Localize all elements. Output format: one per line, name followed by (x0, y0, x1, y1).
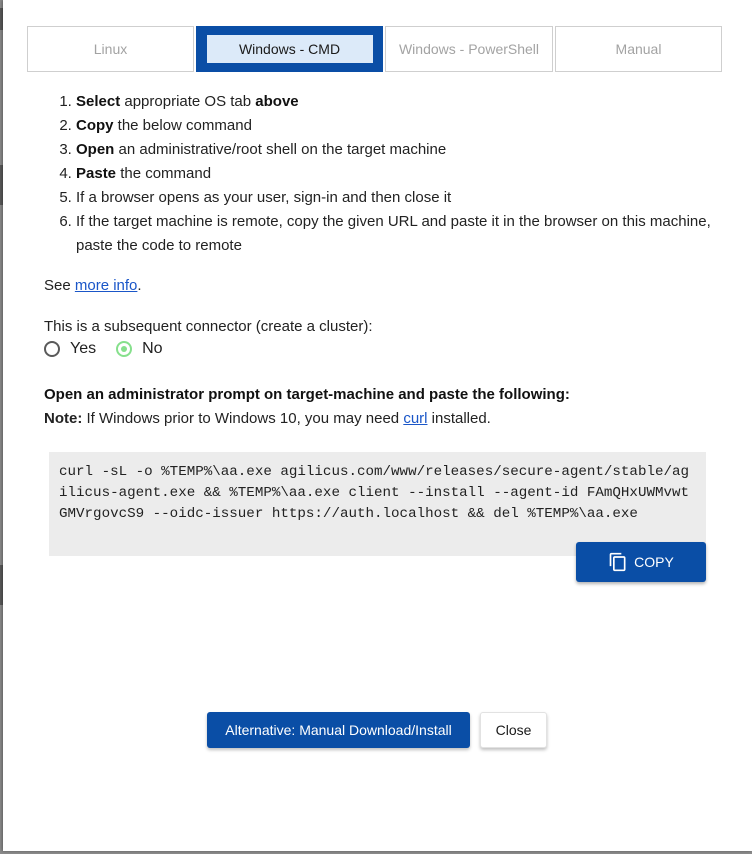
tab-windows-cmd[interactable] (196, 26, 383, 72)
curl-link[interactable]: curl (403, 410, 428, 427)
list-item: 5. If a browser opens as your user, sign-in and then close it (76, 186, 726, 210)
tab-label: Linux (93, 41, 128, 57)
connector-install-dialog (3, 0, 752, 851)
tab-linux[interactable] (27, 26, 194, 72)
install-command[interactable]: curl -sL -o %TEMP%\aa.exe agilicus.com/www/releases/secure-agent/stable/agilicus-agent.exe && %TEMP%\aa.exe client --install --agent-id FAmQHxUWMvwtGMVrgovcS9 --oidc-issuer https://auth.localhost && del %TEMP%\aa.exe (49, 452, 706, 556)
instruction-steps (43, 90, 726, 258)
radio-no-label: No (142, 340, 163, 357)
list-item: 2. Copy the below command (76, 114, 726, 138)
tab-windows-powershell[interactable] (385, 26, 553, 72)
subsequent-connector-question: This is a subsequent connector (create a cluster): (44, 318, 373, 335)
copy-button[interactable] (576, 542, 706, 582)
list-item: 3. Open an administrative/root shell on the target machine (76, 138, 726, 162)
copy-icon (608, 551, 628, 573)
subsequent-radio-group (44, 340, 163, 358)
list-item: 6. If the target machine is remote, copy the given URL and paste it in the browser on this machine, paste the code to remote (76, 210, 726, 258)
alternative-manual-install-button[interactable]: Alternative: Manual Download/Install (207, 712, 470, 748)
tab-manual[interactable] (555, 26, 722, 72)
tab-label: Windows - CMD (207, 35, 373, 63)
windows-note: Note: If Windows prior to Windows 10, you may need curl installed. (44, 410, 491, 427)
list-item: 1. Select appropriate OS tab above (76, 90, 726, 114)
instructions-heading: Open an administrator prompt on target-machine and paste the following: (44, 386, 570, 403)
os-tabs (27, 26, 724, 74)
tab-label: Manual (615, 41, 662, 57)
close-button[interactable]: Close (480, 712, 547, 748)
radio-yes-label: Yes (70, 340, 97, 357)
radio-yes[interactable] (44, 341, 60, 357)
radio-no[interactable] (116, 341, 132, 357)
tab-label: Windows - PowerShell (398, 41, 540, 57)
see-more-info: See more info. (44, 277, 142, 294)
list-item: 4. Paste the command (76, 162, 726, 186)
more-info-link[interactable]: more info (74, 277, 138, 294)
copy-button-label: COPY (634, 554, 674, 570)
